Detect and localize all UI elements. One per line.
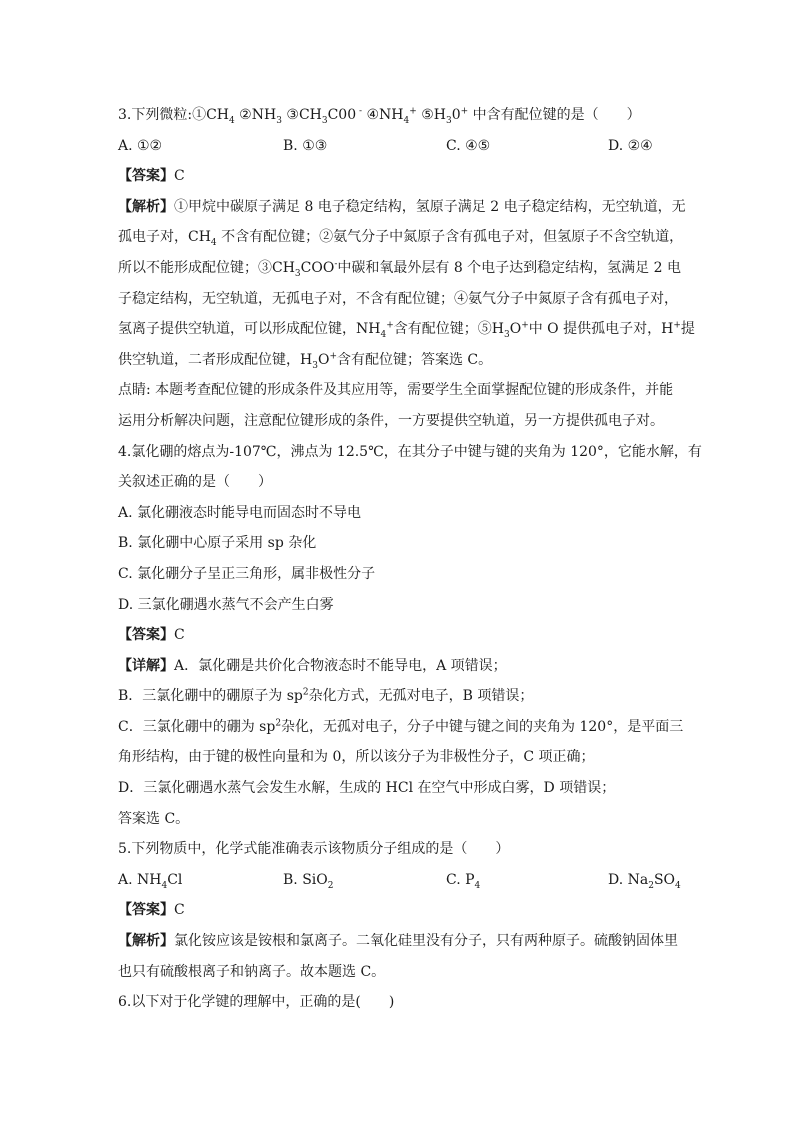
q3-answer xyxy=(118,161,678,192)
answer-value: C xyxy=(174,168,185,185)
question-5-stem: 5.下列物质中，化学式能准确表示该物质分子组成的是（ ） xyxy=(118,841,510,858)
q4-detail-line-5: D．三氯化硼遇水蒸气会发生水解，生成的 HCl 在空气中形成白雾，D 项错误； xyxy=(118,780,616,797)
q3-analysis-line-6: 供空轨道，二者形成配位键，$H_3O^+$含有配位键；答案选 C。 xyxy=(118,351,493,371)
analysis-label: 【解析】 xyxy=(118,933,174,950)
question-3-options xyxy=(118,131,678,162)
q3-analysis-line-4: 子稳定结构，无空轨道，无孤电子对，不含有配位键；④氨气分子中氮原子含有孤电子对， xyxy=(118,290,678,307)
q3-comment-line-1: 点睛: 本题考查配位键的形成条件及其应用等，需要学生全面掌握配位键的形成条件，并能 xyxy=(118,382,674,399)
q3-option-a: A. ①② xyxy=(118,137,163,154)
answer-value: C xyxy=(174,627,185,644)
q5-option-c: C. $P_4$ xyxy=(446,871,481,891)
q3-option-c: C. ④⑤ xyxy=(446,137,491,154)
q4-detail-line-4: 角形结构，由于键的极性向量和为 0，所以该分子为非极性分子，C 项正确； xyxy=(118,749,595,766)
analysis-label: 【解析】 xyxy=(118,198,174,215)
document-content xyxy=(118,100,702,1018)
question-4-stem-line-1: 4.氯化硼的熔点为-107℃，沸点为 12.5℃，在其分子中键与键的夹角为 120°，它能水解，有 xyxy=(118,443,702,460)
q3-analysis-line-1: 【解析】①甲烷中碳原子满足 8 电子稳定结构，氢原子满足 2 电子稳定结构，无空轨道，无 xyxy=(118,198,686,215)
q4-option-c: C. 氯化硼分子呈正三角形，属非极性分子 xyxy=(118,565,376,582)
answer-label: 【答案】 xyxy=(118,902,174,919)
q4-option-d: D. 三氯化硼遇水蒸气不会产生白雾 xyxy=(118,596,334,613)
question-6-stem: 6.以下对于化学键的理解中，正确的是( ) xyxy=(118,994,395,1011)
q3-option-d: D. ②④ xyxy=(608,137,653,154)
q4-answer xyxy=(118,620,678,651)
question-5-options xyxy=(118,865,681,896)
q4-option-b: B. 氯化硼中心原子采用 sp 杂化 xyxy=(118,535,317,552)
answer-label: 【答案】 xyxy=(118,168,174,185)
answer-label: 【答案】 xyxy=(118,627,174,644)
q5-analysis-line-1: 【解析】氯化铵应该是铵根和氯离子。二氧化硅里没有分子，只有两种原子。硫酸钠固体里 xyxy=(118,933,678,950)
q3-option-b: B. ①③ xyxy=(283,137,328,154)
q4-detail-line-1: 【详解】A．氯化硼是共价化合物液态时不能导电，A 项错误； xyxy=(118,657,507,674)
q3-analysis-line-3: 所以不能形成配位键；$③CH_3COO^-$中碳和氧最外层有 8 个电子达到稳定结构，氢满足 2 电 xyxy=(118,259,681,279)
answer-value: C xyxy=(174,902,185,919)
q3-analysis-line-2: 孤电子对，$CH_4$ 不含有配位键；②氨气分子中氮原子含有孤电子对，但氢原子不含空轨道， xyxy=(118,229,684,249)
q4-detail-line-2: B．三氯化硼中的硼原子为 $sp^2$杂化方式，无孤对电子，B 项错误； xyxy=(118,687,534,705)
q3-comment-line-2: 运用分析解决问题，注意配位键形成的条件，一方要提供空轨道，另一方提供孤电子对。 xyxy=(118,412,664,429)
question-4-stem-line-2: 关叙述正确的是（ ） xyxy=(118,474,272,491)
q4-option-a: A. 氯化硼液态时能导电而固态时不导电 xyxy=(118,504,362,521)
detail-label: 【详解】 xyxy=(118,657,174,674)
question-3-stem: 3.下列微粒$:①CH_4$ $②NH_3$ $③CH_3C00$ - $④NH_4^+$ $⑤H_30^+$ 中含有配位键的是（ ） xyxy=(118,106,641,126)
q5-analysis-line-2: 也只有硫酸根离子和钠离子。故本题选 C。 xyxy=(118,963,386,980)
q5-option-d: D. $Na_2SO_4$ xyxy=(608,871,681,891)
q5-option-a: A. $NH_4Cl$ xyxy=(118,871,183,891)
q5-answer xyxy=(118,895,678,926)
q3-analysis-line-5: 氢离子提供空轨道，可以形成配位键，$NH_4^+$含有配位键；$⑤H_3O^+$中 O 提供孤电子对，H+提 xyxy=(118,320,695,340)
q4-detail-line-3: C．三氯化硼中的硼为 $sp^2$杂化，无孤对电子，分子中键与键之间的夹角为 120°，是平面三 xyxy=(118,718,684,735)
q4-detail-line-6: 答案选 C。 xyxy=(118,810,190,827)
q5-option-b: B. SiO$_2$ xyxy=(283,871,334,891)
